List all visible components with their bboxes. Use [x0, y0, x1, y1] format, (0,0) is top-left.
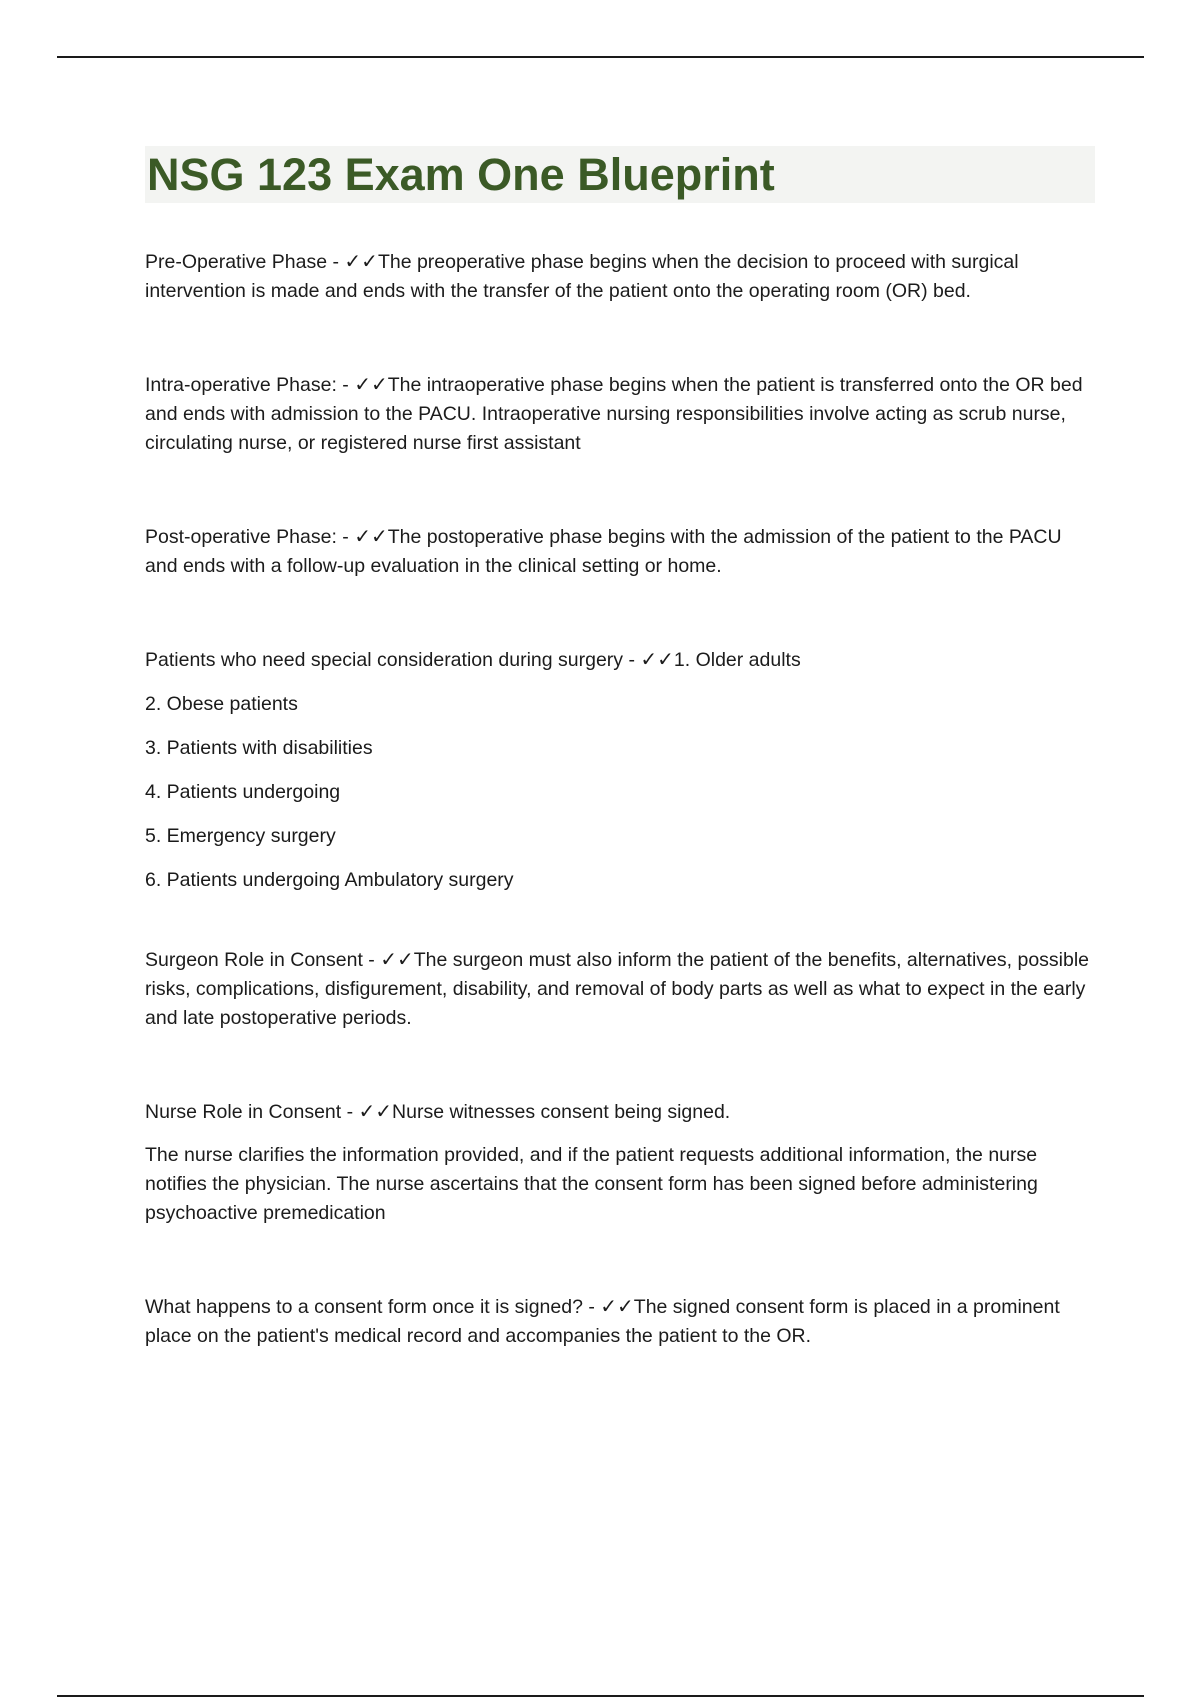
qa-term: What happens to a consent form once it is signed? - [145, 1296, 601, 1318]
qa-entry-surgeon-consent [145, 945, 1095, 1033]
qa-text [145, 645, 1095, 675]
qa-text [145, 247, 1095, 306]
double-check-icon: ✓✓ [358, 1099, 393, 1123]
list-item: 2. Obese patients [145, 693, 298, 715]
qa-entry-signed-consent [145, 1292, 1095, 1351]
qa-answer: The intraoperative phase begins when the patient is transferred onto the OR bed and ends with admission to the PACU. Intraoperative nursing responsibilities involve acting as scrub nurse, circulating nurse, or registered nurse first assistant [145, 374, 1083, 454]
top-divider [57, 56, 1144, 58]
qa-term: Pre-Operative Phase - [145, 251, 345, 273]
document-body [145, 146, 1095, 1415]
qa-term: Patients who need special consideration during surgery - [145, 649, 641, 671]
list-item: 5. Emergency surgery [145, 825, 336, 847]
qa-text [145, 370, 1095, 458]
document-title: NSG 123 Exam One Blueprint [147, 149, 775, 200]
qa-entry-pre-operative [145, 247, 1095, 306]
qa-answer: The preoperative phase begins when the decision to proceed with surgical intervention is made and ends with the transfer of the patient onto the operating room (OR) bed. [145, 251, 1019, 302]
qa-entry-nurse-consent [145, 1097, 1095, 1228]
double-check-icon: ✓✓ [354, 524, 388, 548]
patient-list [145, 690, 1095, 895]
qa-answer: The postoperative phase begins with the admission of the patient to the PACU and ends with a follow-up evaluation in the clinical setting or home. [145, 526, 1062, 577]
qa-text [145, 1097, 1095, 1127]
qa-answer: 1. Older adults [673, 649, 801, 671]
qa-text [145, 945, 1095, 1033]
qa-entry-special-consideration [145, 645, 1095, 895]
double-check-icon: ✓✓ [344, 249, 378, 273]
list-item: 4. Patients undergoing [145, 781, 341, 803]
qa-term: Intra-operative Phase: - [145, 374, 355, 396]
double-check-icon: ✓✓ [600, 1294, 634, 1318]
qa-entry-intra-operative [145, 370, 1095, 458]
double-check-icon: ✓✓ [354, 372, 388, 396]
qa-term: Nurse Role in Consent - [145, 1101, 359, 1123]
double-check-icon: ✓✓ [640, 647, 674, 671]
qa-extra-text: The nurse clarifies the information provided, and if the patient requests additional information, the nurse notifies the physician. The nurse ascertains that the consent form has been signed before administering psychoactive premedication [145, 1144, 1038, 1224]
qa-answer: Nurse witnesses consent being signed. [392, 1101, 731, 1123]
double-check-icon: ✓✓ [380, 947, 414, 971]
qa-answer: The surgeon must also inform the patient of the benefits, alternatives, possible risks, complications, disfigurement, disability, and removal of body parts as well as what to expect in the early and late postoperative periods. [145, 949, 1090, 1029]
qa-text [145, 1292, 1095, 1351]
qa-entry-post-operative [145, 522, 1095, 581]
title-banner [145, 146, 1095, 203]
list-item: 6. Patients undergoing Ambulatory surgery [145, 869, 514, 891]
qa-term: Post-operative Phase: - [145, 526, 355, 548]
qa-text [145, 522, 1095, 581]
qa-answer: The signed consent form is placed in a prominent place on the patient's medical record and accompanies the patient to the OR. [145, 1296, 1060, 1347]
list-item: 3. Patients with disabilities [145, 737, 373, 759]
bottom-divider [57, 1695, 1144, 1697]
qa-term: Surgeon Role in Consent - [145, 949, 381, 971]
